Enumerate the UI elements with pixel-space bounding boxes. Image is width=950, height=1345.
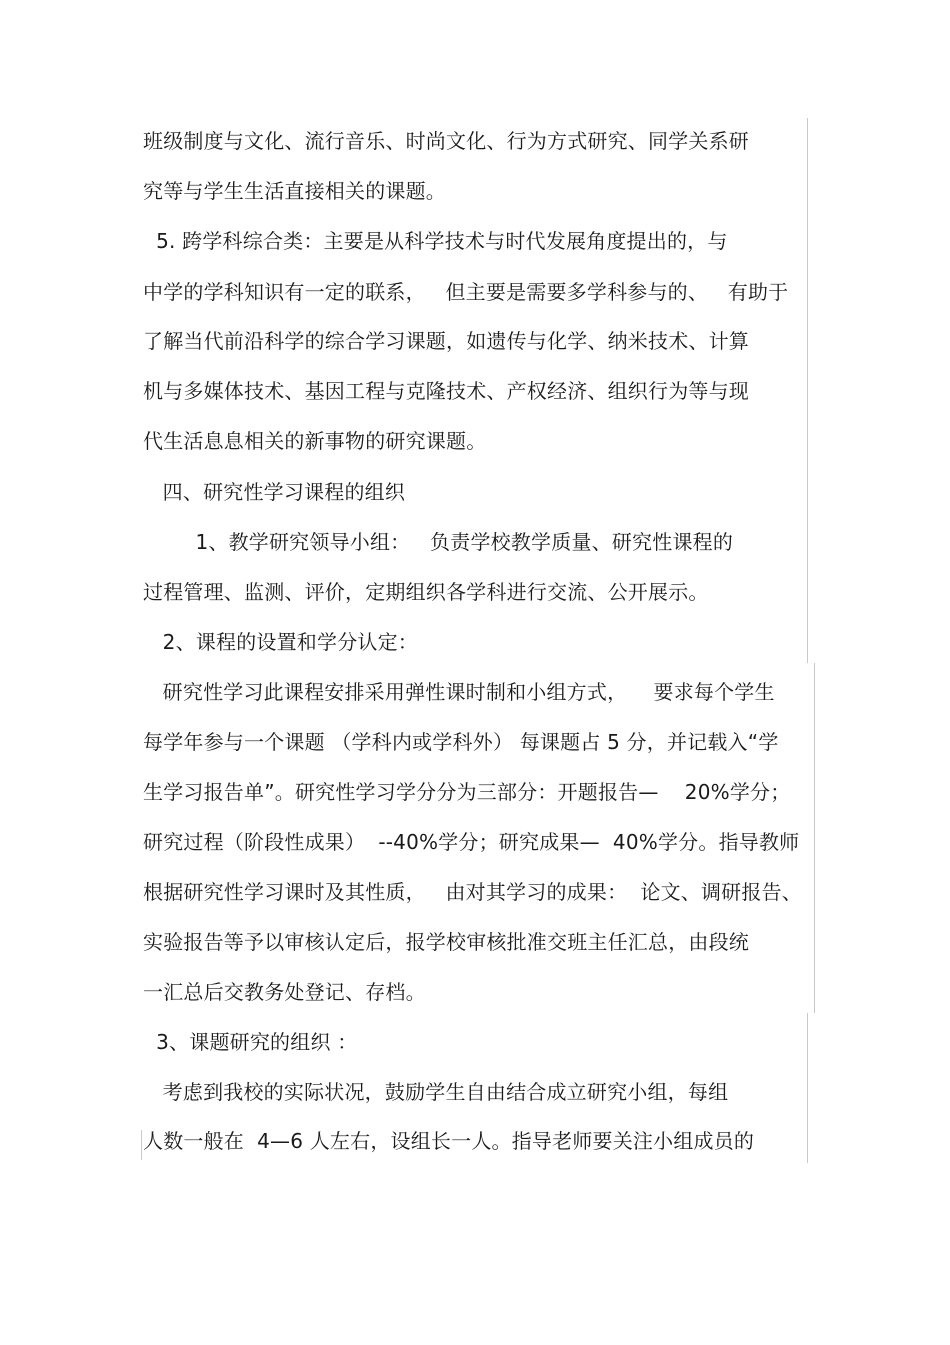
- text-line: 生学习报告单”。研究性学习学分分为三部分：开题报告— 20%学分；: [143, 780, 791, 804]
- right-margin-rule-3: [807, 1013, 808, 1163]
- text-line: 究等与学生生活直接相关的课题。: [143, 179, 446, 203]
- text-line: 班级制度与文化、流行音乐、时尚文化、行为方式研究、同学关系研: [143, 129, 749, 153]
- left-margin-rule: [141, 1130, 142, 1160]
- text-line: 代生活息息相关的新事物的研究课题。: [143, 429, 487, 453]
- subsection-heading: 2、课程的设置和学分认定：: [143, 630, 418, 654]
- subsection-heading: 3、课题研究的组织 ：: [143, 1030, 358, 1054]
- text-line: 5. 跨学科综合类：主要是从科学技术与时代发展角度提出的，与: [143, 229, 728, 253]
- text-line: 过程管理、监测、评价，定期组织各学科进行交流、公开展示。: [143, 580, 709, 604]
- text-line: 每学年参与一个课题 （学科内或学科外） 每课题占 5 分，并记载入“学: [143, 730, 779, 754]
- text-line: 一汇总后交教务处登记、存档。: [143, 980, 426, 1004]
- text-line: 人数一般在 4—6 人左右，设组长一人。指导老师要关注小组成员的: [143, 1129, 755, 1153]
- text-line: 实验报告等予以审核认定后，报学校审核批准交班主任汇总，由段统: [143, 930, 749, 954]
- text-line: 中学的学科知识有一定的联系， 但主要是需要多学科参与的、 有助于: [143, 280, 789, 304]
- right-margin-rule-1: [807, 118, 808, 663]
- text-line: 了解当代前沿科学的综合学习课题，如遗传与化学、纳米技术、计算: [143, 329, 749, 353]
- text-line: 机与多媒体技术、基因工程与克隆技术、产权经济、组织行为等与现: [143, 379, 749, 403]
- text-line: 考虑到我校的实际状况，鼓励学生自由结合成立研究小组，每组: [143, 1080, 729, 1104]
- text-line: 研究过程（阶段性成果） --40%学分；研究成果— 40%学分。指导教师: [143, 830, 800, 854]
- section-heading: 四、研究性学习课程的组织: [143, 480, 406, 504]
- right-margin-rule-2: [814, 663, 815, 1013]
- text-line: 1、教学研究领导小组： 负责学校教学质量、研究性课程的: [143, 530, 734, 554]
- text-line: 研究性学习此课程安排采用弹性课时制和小组方式， 要求每个学生: [143, 680, 775, 704]
- text-line: 根据研究性学习课时及其性质， 由对其学习的成果： 论文、调研报告、: [143, 880, 802, 904]
